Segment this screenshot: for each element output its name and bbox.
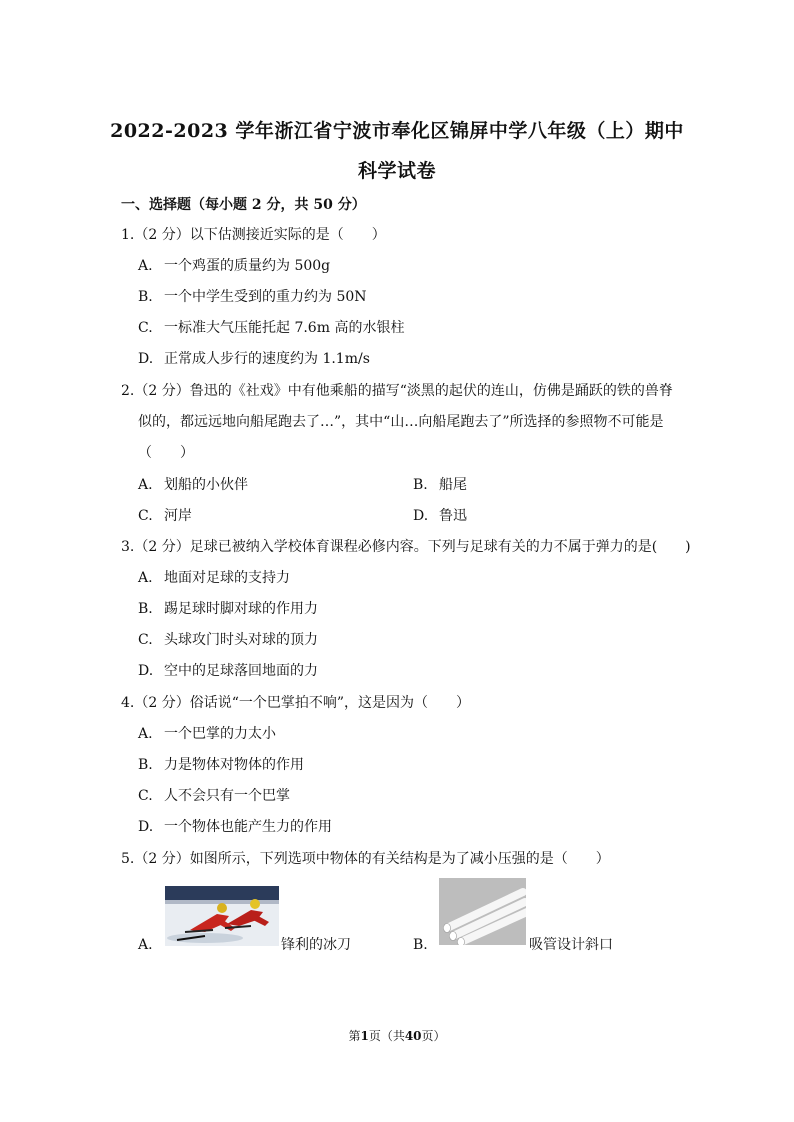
straws-image (439, 878, 526, 945)
page-title-line-1: 2022-2023 学年浙江省宁波市奉化区锦屏中学八年级（上）期中 (110, 120, 684, 142)
speed-skaters-image (165, 886, 279, 946)
question-1-option-b: B. 一个中学生受到的重力约为 50N (138, 289, 367, 305)
question-2-option-d: D. 鲁迅 (413, 508, 467, 524)
question-3-option-d: D. 空中的足球落回地面的力 (138, 663, 318, 679)
question-5-stem: 5.（2 分）如图所示，下列选项中物体的有关结构是为了减小压强的是（ ） (121, 851, 610, 867)
question-3-option-a: A. 地面对足球的支持力 (138, 570, 290, 586)
question-5-option-a-text: 锋利的冰刀 (281, 937, 351, 953)
question-2-option-b: B. 船尾 (413, 477, 467, 493)
question-5-option-a-label: A. (138, 937, 153, 953)
question-4-option-d: D. 一个物体也能产生力的作用 (138, 819, 332, 835)
question-4-option-b: B. 力是物体对物体的作用 (138, 757, 304, 773)
page-number: 1 (360, 1029, 369, 1043)
question-3-option-b: B. 踢足球时脚对球的作用力 (138, 601, 318, 617)
question-2-stem-line-2: 似的，都远远地向船尾跑去了…”，其中“山…向船尾跑去了”所选择的参照物不可能是 (138, 414, 664, 430)
question-2-option-c: C. 河岸 (138, 508, 192, 524)
question-3-stem: 3.（2 分）足球已被纳入学校体育课程必修内容。下列与足球有关的力不属于弹力的是( ) (121, 539, 691, 555)
page-footer: 第1页（共40页） (348, 1029, 446, 1043)
question-1-option-a: A. 一个鸡蛋的质量约为 500g (138, 258, 331, 274)
question-5-option-b-text: 吸管设计斜口 (529, 937, 613, 953)
question-2-stem-line-1: 2.（2 分）鲁迅的《社戏》中有他乘船的描写“淡黑的起伏的连山，仿佛是踊跃的铁的兽脊 (121, 383, 673, 399)
question-2-option-a: A. 划船的小伙伴 (138, 477, 248, 493)
question-1-option-d: D. 正常成人步行的速度约为 1.1m/s (138, 351, 370, 367)
question-4-option-a: A. 一个巴掌的力太小 (138, 726, 276, 742)
section-heading: 一、选择题（每小题 2 分，共 50 分） (121, 197, 366, 213)
page-title-line-2: 科学试卷 (357, 160, 436, 182)
question-3-option-c: C. 头球攻门时头对球的顶力 (138, 632, 318, 648)
question-1-stem: 1.（2 分）以下估测接近实际的是（ ） (121, 227, 386, 243)
question-4-option-c: C. 人不会只有一个巴掌 (138, 788, 290, 804)
question-2-stem-line-3: （ ） (138, 445, 194, 461)
total-pages: 40 (404, 1029, 422, 1043)
question-1-option-c: C. 一标准大气压能托起 7.6m 高的水银柱 (138, 320, 405, 336)
question-5-option-b-label: B. (413, 937, 428, 953)
question-4-stem: 4.（2 分）俗话说“一个巴掌拍不响”，这是因为（ ） (121, 695, 471, 711)
